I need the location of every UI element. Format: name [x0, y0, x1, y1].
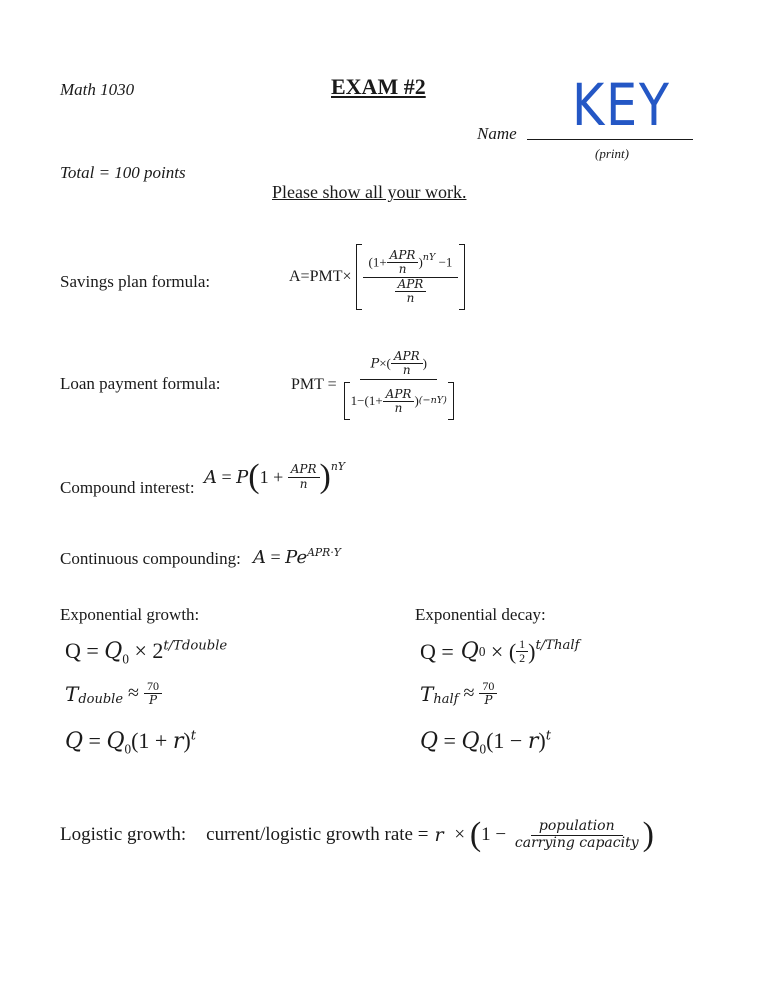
growth-formula: $Q = Q_0 \times 2^{t/Tdouble}$ — [65, 638, 228, 667]
exam-title: EXAM #2 — [331, 74, 426, 99]
decay-formula: Q = Q 0 × ( $\frac{1}{2}$ ) $^{t/Thalf}$ — [420, 637, 580, 666]
compound-formula: A = P ( 1 + $\frac{\text{APR}}{n}$ ) $^{nY}$ — [204, 458, 345, 495]
savings-label: Savings plan formula: — [60, 272, 211, 291]
name-label: Name — [477, 124, 517, 143]
half-life-formula: T $_{half}$ ≈ $\frac{70}{P}$ — [420, 680, 497, 707]
loan-formula: PMT = P×( $\frac{\text{APR}}{n}$ ) 1−( 1+ $\frac{\text{APR}}{n}$ ) (−nY) — [291, 350, 457, 420]
logistic-text: current/logistic growth rate = — [206, 824, 429, 845]
continuous-formula: $A = Pe^{APR\cdot Y}$ — [253, 546, 341, 568]
print-hint: (print) — [595, 146, 629, 161]
handwritten-name: KEY — [572, 71, 671, 139]
logistic-label: Logistic growth: — [60, 824, 187, 845]
decay-rate-formula: $Q = Q_0(1 - r)^t$ — [420, 728, 552, 757]
instruction: Please show all your work. — [272, 182, 467, 202]
name-line[interactable] — [527, 139, 693, 140]
savings-formula: A=PMT× (1+ $\frac{\text{APR}}{n}$ )$^{nY}$ −1 $\frac{\text{APR}}{n}$ — [289, 244, 465, 310]
total-points: Total = 100 points — [60, 163, 186, 182]
doubling-time-formula: T $_{double}$ ≈ $\frac{70}{P}$ — [65, 680, 162, 707]
loan-label: Loan payment formula: — [60, 374, 221, 393]
growth-rate-formula: $Q = Q_0(1 + r)^t$ — [65, 728, 197, 757]
course-label: Math 1030 — [60, 80, 135, 99]
continuous-label: Continuous compounding: — [60, 549, 241, 568]
compound-label: Compound interest: — [60, 478, 195, 497]
growth-label: Exponential growth: — [60, 605, 200, 624]
logistic-formula: Logistic growth: current/logistic growth rate = r × ( 1 − $\frac{\text{population}}{\text{carrying capacity}}$ ) — [60, 816, 654, 853]
decay-label: Exponential decay: — [415, 605, 546, 624]
